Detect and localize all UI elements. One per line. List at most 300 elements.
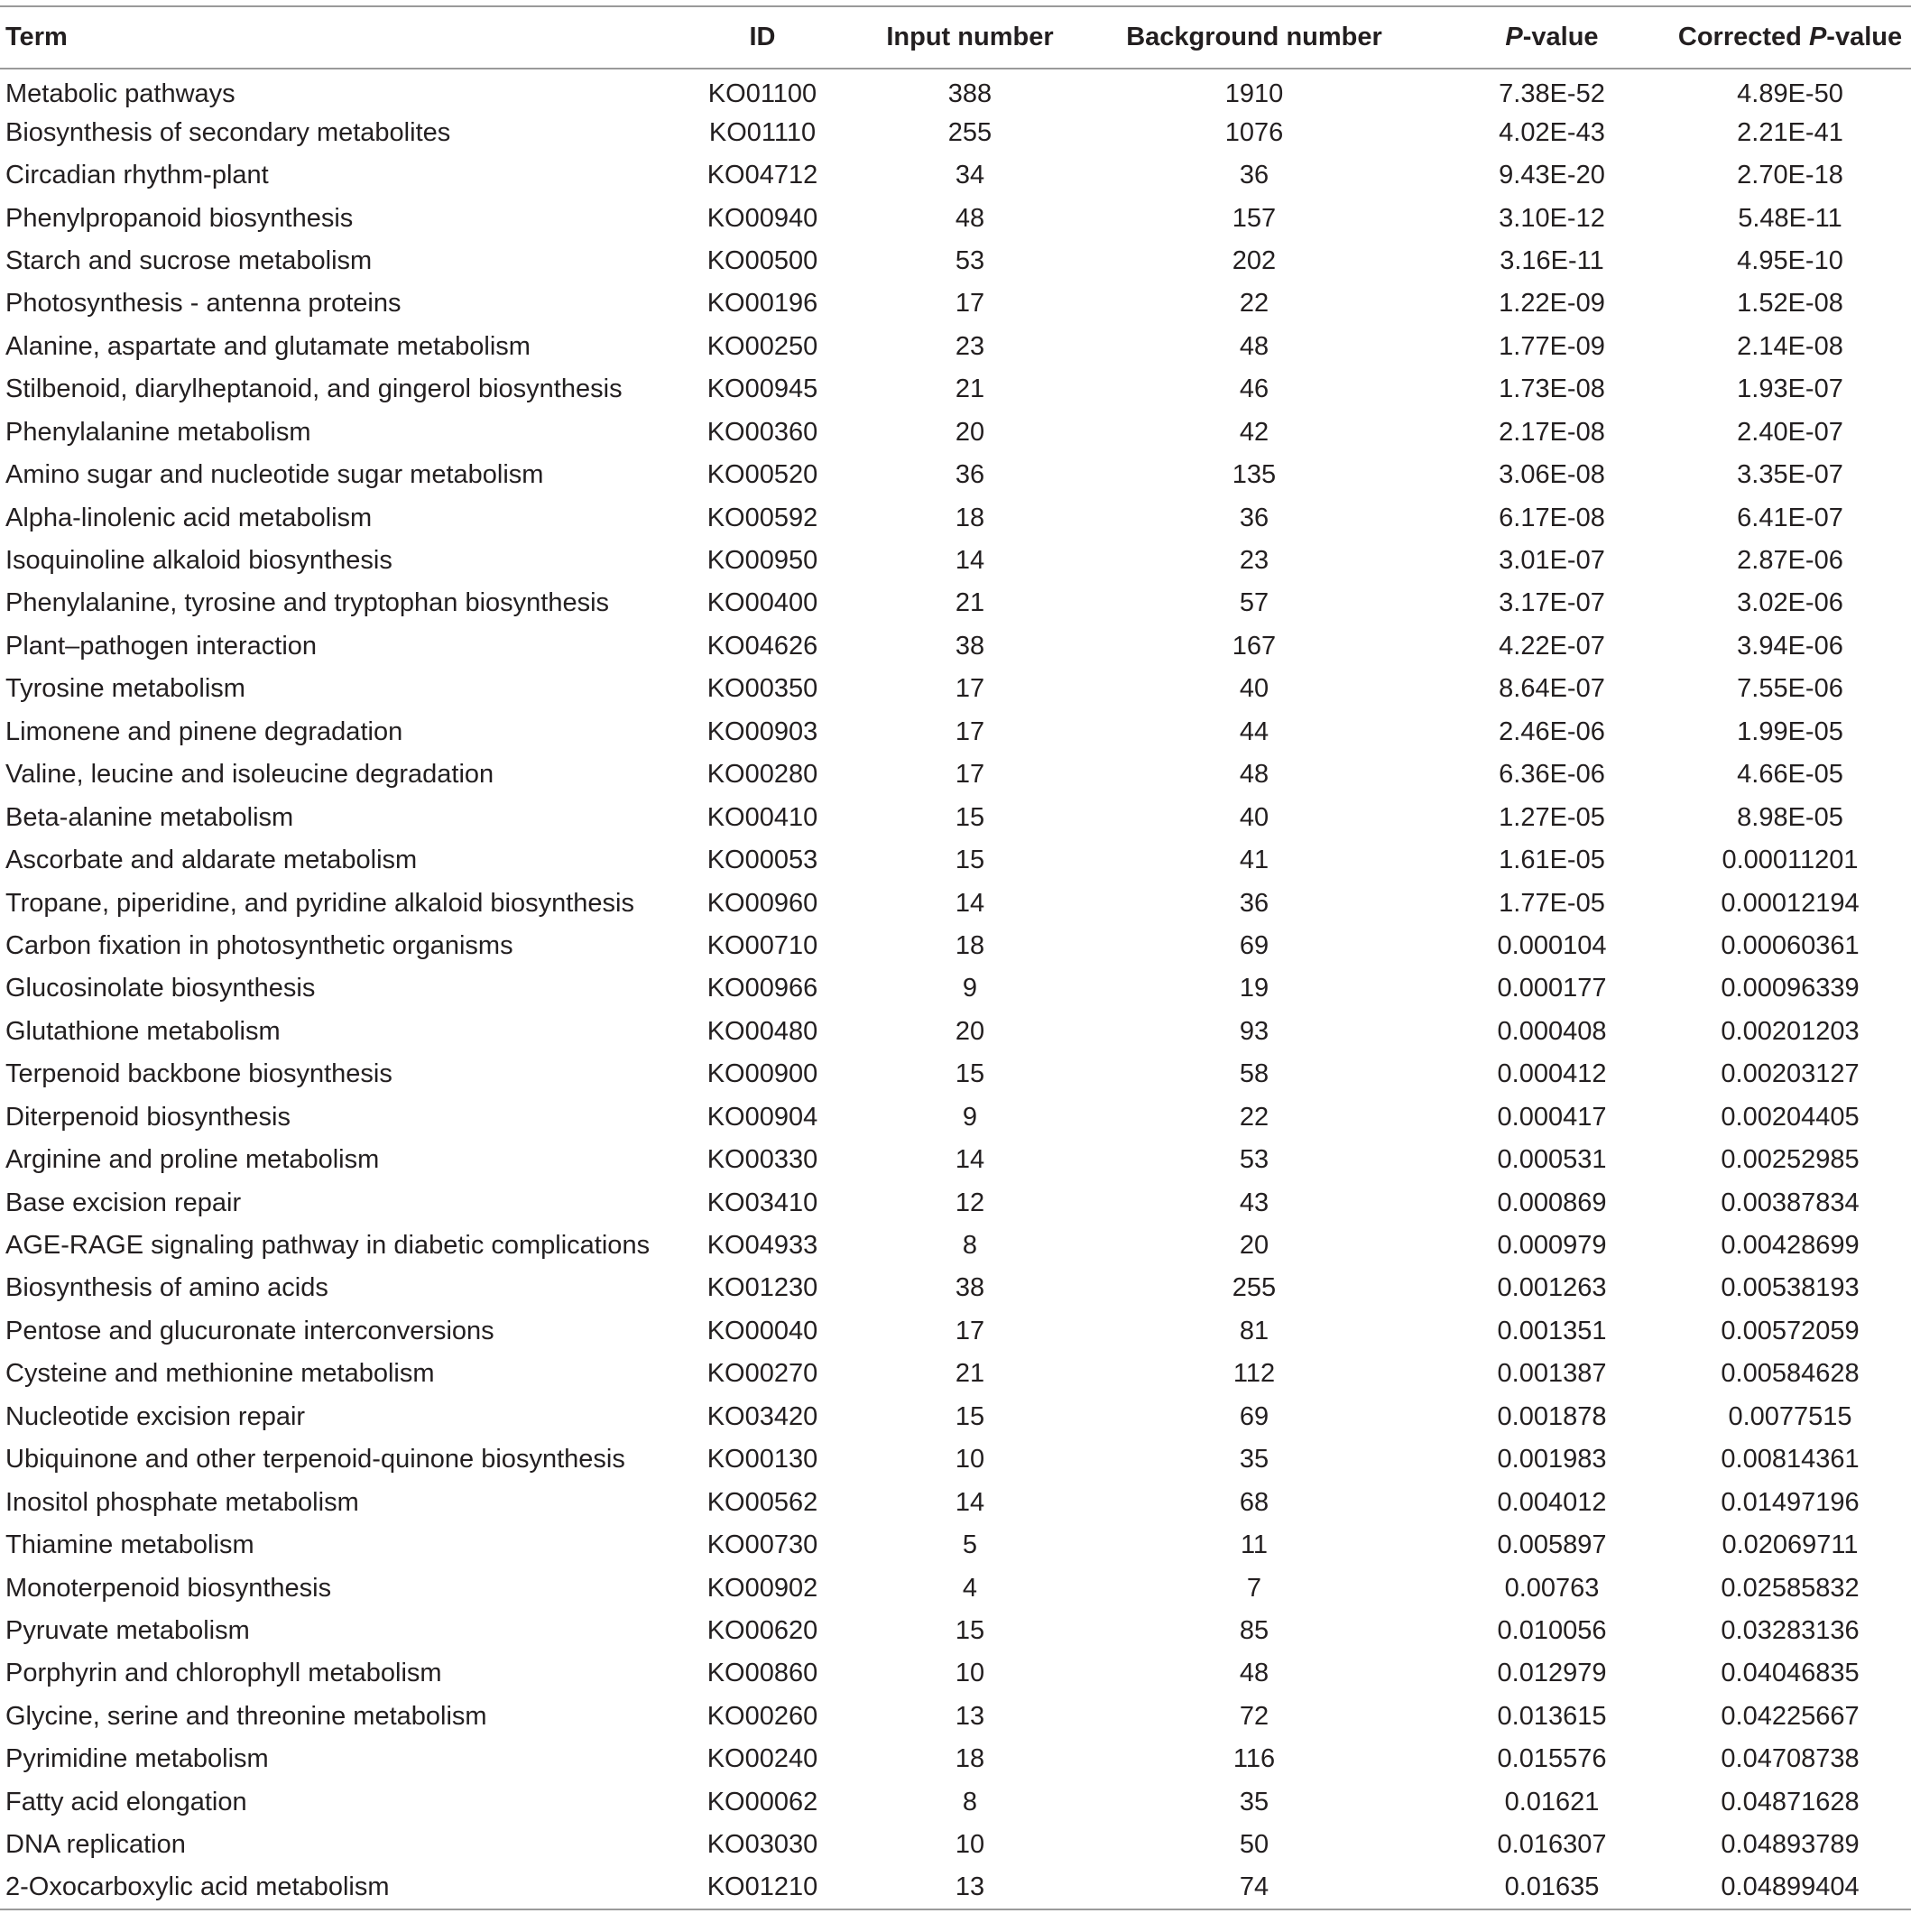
- cell-corrected-p-value: 0.00201203: [1721, 1016, 1860, 1046]
- cell-input-number: 10: [955, 1659, 985, 1688]
- cell-background-number: 167: [1232, 631, 1277, 661]
- cell-corrected-p-value: 0.01497196: [1721, 1487, 1860, 1517]
- header-background-number: Background number: [1126, 23, 1382, 51]
- cell-p-value: 0.001263: [1497, 1273, 1607, 1303]
- cell-term: Porphyrin and chlorophyll metabolism: [5, 1659, 442, 1688]
- table-row: [0, 1267, 1911, 1309]
- cell-background-number: 22: [1239, 289, 1269, 319]
- cell-background-number: 1076: [1224, 117, 1284, 147]
- cell-corrected-p-value: 3.94E-06: [1737, 631, 1843, 661]
- cell-corrected-p-value: 0.0077515: [1728, 1401, 1852, 1431]
- header-id: ID: [749, 23, 776, 51]
- cell-input-number: 10: [955, 1445, 985, 1474]
- header-p-value-suffix: -value: [1522, 23, 1599, 51]
- cell-input-number: 17: [955, 760, 985, 790]
- cell-p-value: 0.005897: [1497, 1530, 1607, 1560]
- cell-term: Alpha-linolenic acid metabolism: [5, 503, 373, 532]
- table-row: [0, 1481, 1911, 1523]
- cell-corrected-p-value: 0.00011201: [1722, 846, 1859, 875]
- table-row: [0, 1696, 1911, 1738]
- cell-corrected-p-value: 0.00538193: [1721, 1273, 1860, 1303]
- cell-p-value: 1.73E-08: [1499, 374, 1605, 404]
- cell-background-number: 57: [1239, 588, 1269, 618]
- cell-id: KO01110: [708, 117, 817, 147]
- cell-input-number: 14: [955, 546, 985, 576]
- kegg-enrichment-table: [0, 5, 1911, 1910]
- cell-corrected-p-value: 2.21E-41: [1737, 117, 1843, 147]
- cell-p-value: 2.17E-08: [1499, 417, 1605, 447]
- cell-term: Nucleotide excision repair: [5, 1401, 306, 1431]
- cell-term: Ascorbate and aldarate metabolism: [5, 846, 418, 875]
- cell-p-value: 1.27E-05: [1499, 802, 1605, 832]
- table-row: [0, 1524, 1911, 1567]
- cell-input-number: 53: [955, 245, 985, 275]
- cell-p-value: 0.000869: [1497, 1188, 1607, 1217]
- cell-input-number: 38: [955, 1273, 985, 1303]
- cell-term: Inositol phosphate metabolism: [5, 1487, 359, 1517]
- cell-p-value: 0.000531: [1497, 1145, 1607, 1175]
- cell-term: Phenylpropanoid biosynthesis: [5, 203, 354, 233]
- cell-background-number: 36: [1239, 503, 1269, 532]
- cell-p-value: 3.16E-11: [1500, 245, 1604, 275]
- cell-input-number: 21: [955, 374, 985, 404]
- cell-background-number: 11: [1240, 1530, 1269, 1560]
- cell-corrected-p-value: 0.04899404: [1721, 1872, 1860, 1902]
- cell-input-number: 17: [955, 289, 985, 319]
- cell-corrected-p-value: 0.04225667: [1721, 1701, 1860, 1731]
- cell-input-number: 14: [955, 1145, 985, 1175]
- cell-input-number: 17: [955, 716, 985, 746]
- cell-p-value: 0.012979: [1497, 1659, 1607, 1688]
- cell-id: KO00520: [706, 460, 818, 490]
- cell-corrected-p-value: 0.00814361: [1721, 1445, 1860, 1474]
- cell-term: Ubiquinone and other terpenoid-quinone biosynthesis: [5, 1445, 625, 1474]
- table-row: [0, 496, 1911, 539]
- cell-term: Glutathione metabolism: [5, 1016, 281, 1046]
- cell-corrected-p-value: 0.02069711: [1722, 1530, 1859, 1560]
- cell-background-number: 42: [1239, 417, 1269, 447]
- cell-term: Terpenoid backbone biosynthesis: [5, 1059, 392, 1089]
- table-row: [0, 711, 1911, 753]
- cell-corrected-p-value: 2.87E-06: [1737, 546, 1843, 576]
- cell-input-number: 14: [955, 888, 985, 918]
- cell-p-value: 0.01621: [1504, 1787, 1600, 1816]
- cell-term: Diterpenoid biosynthesis: [5, 1102, 291, 1132]
- table-row: [0, 625, 1911, 668]
- cell-id: KO00730: [706, 1530, 818, 1560]
- cell-background-number: 93: [1239, 1016, 1269, 1046]
- cell-term: Plant–pathogen interaction: [5, 631, 318, 661]
- cell-term: Glycine, serine and threonine metabolism: [5, 1701, 487, 1731]
- table-row: [0, 1139, 1911, 1181]
- cell-id: KO00280: [706, 760, 818, 790]
- cell-corrected-p-value: 0.04871628: [1721, 1787, 1860, 1816]
- cell-id: KO00860: [706, 1659, 818, 1688]
- table-row: [0, 154, 1911, 197]
- cell-id: KO00330: [706, 1145, 818, 1175]
- table-row: [0, 1225, 1911, 1267]
- cell-p-value: 3.06E-08: [1499, 460, 1605, 490]
- cell-term: Metabolic pathways: [5, 79, 235, 108]
- cell-id: KO00240: [706, 1744, 818, 1774]
- table-row: [0, 1396, 1911, 1438]
- cell-corrected-p-value: 3.02E-06: [1737, 588, 1843, 618]
- cell-term: Pentose and glucuronate interconversions: [5, 1316, 494, 1345]
- cell-corrected-p-value: 4.89E-50: [1737, 79, 1843, 108]
- cell-id: KO00902: [706, 1573, 818, 1603]
- cell-id: KO00950: [706, 546, 818, 576]
- table-row: [0, 1610, 1911, 1652]
- cell-term: Cysteine and methionine metabolism: [5, 1359, 435, 1389]
- cell-term: Biosynthesis of amino acids: [5, 1273, 328, 1303]
- cell-id: KO03030: [706, 1830, 818, 1860]
- cell-p-value: 0.001387: [1497, 1359, 1607, 1389]
- cell-id: KO04933: [706, 1231, 818, 1261]
- cell-input-number: 15: [955, 802, 985, 832]
- cell-input-number: 23: [955, 331, 985, 361]
- cell-input-number: 13: [955, 1701, 985, 1731]
- cell-p-value: 6.36E-06: [1499, 760, 1605, 790]
- cell-input-number: 18: [955, 503, 985, 532]
- header-p-value-italic: P: [1505, 23, 1523, 51]
- cell-corrected-p-value: 0.04893789: [1721, 1830, 1860, 1860]
- cell-corrected-p-value: 2.70E-18: [1737, 161, 1843, 190]
- cell-background-number: 19: [1239, 974, 1269, 1003]
- cell-input-number: 15: [955, 1059, 985, 1089]
- cell-corrected-p-value: 0.00012194: [1721, 888, 1860, 918]
- cell-term: DNA replication: [5, 1830, 186, 1860]
- cell-term: Pyruvate metabolism: [5, 1615, 250, 1645]
- cell-background-number: 72: [1239, 1701, 1269, 1731]
- cell-corrected-p-value: 0.03283136: [1721, 1615, 1860, 1645]
- cell-background-number: 255: [1232, 1273, 1277, 1303]
- cell-term: Arginine and proline metabolism: [5, 1145, 380, 1175]
- cell-corrected-p-value: 0.00203127: [1721, 1059, 1860, 1089]
- cell-background-number: 22: [1239, 1102, 1269, 1132]
- cell-p-value: 1.77E-09: [1499, 331, 1605, 361]
- cell-input-number: 18: [955, 930, 985, 960]
- cell-corrected-p-value: 4.95E-10: [1737, 245, 1843, 275]
- cell-input-number: 9: [962, 974, 978, 1003]
- cell-id: KO00903: [706, 716, 818, 746]
- cell-corrected-p-value: 0.02585832: [1721, 1573, 1860, 1603]
- cell-p-value: 0.000177: [1497, 974, 1607, 1003]
- cell-id: KO01210: [706, 1872, 818, 1902]
- cell-id: KO00710: [706, 930, 818, 960]
- cell-corrected-p-value: 8.98E-05: [1737, 802, 1843, 832]
- cell-id: KO00500: [706, 245, 818, 275]
- cell-input-number: 9: [962, 1102, 978, 1132]
- table-row: [0, 282, 1911, 325]
- cell-p-value: 0.00763: [1504, 1573, 1600, 1603]
- cell-background-number: 48: [1239, 1659, 1269, 1688]
- cell-input-number: 34: [955, 161, 985, 190]
- cell-input-number: 8: [962, 1231, 978, 1261]
- cell-background-number: 116: [1232, 1744, 1276, 1774]
- cell-id: KO00260: [706, 1701, 818, 1731]
- cell-p-value: 3.01E-07: [1499, 546, 1605, 576]
- cell-background-number: 135: [1232, 460, 1277, 490]
- table-row: [0, 582, 1911, 624]
- cell-p-value: 0.015576: [1497, 1744, 1607, 1774]
- cell-p-value: 6.17E-08: [1499, 503, 1605, 532]
- table-row: [0, 796, 1911, 838]
- table-row: [0, 1310, 1911, 1353]
- cell-background-number: 69: [1239, 1401, 1269, 1431]
- table-row: [0, 1824, 1911, 1866]
- cell-term: 2-Oxocarboxylic acid metabolism: [5, 1872, 390, 1902]
- cell-corrected-p-value: 0.00572059: [1721, 1316, 1860, 1345]
- cell-corrected-p-value: 0.00060361: [1721, 930, 1860, 960]
- table-row: [0, 111, 1911, 153]
- cell-input-number: 4: [962, 1573, 978, 1603]
- cell-term: Thiamine metabolism: [5, 1530, 254, 1560]
- cell-background-number: 35: [1239, 1445, 1269, 1474]
- cell-input-number: 15: [955, 1615, 985, 1645]
- cell-id: KO00480: [706, 1016, 818, 1046]
- cell-corrected-p-value: 7.55E-06: [1737, 674, 1843, 704]
- cell-corrected-p-value: 0.00584628: [1721, 1359, 1860, 1389]
- cell-background-number: 36: [1239, 161, 1269, 190]
- table-row: [0, 240, 1911, 282]
- cell-input-number: 255: [947, 117, 992, 147]
- cell-background-number: 157: [1232, 203, 1277, 233]
- table-row: [0, 925, 1911, 967]
- table-header: [0, 6, 1911, 69]
- cell-background-number: 85: [1239, 1615, 1269, 1645]
- cell-input-number: 15: [955, 846, 985, 875]
- cell-background-number: 35: [1239, 1787, 1269, 1816]
- table-row: [0, 540, 1911, 582]
- cell-corrected-p-value: 0.04708738: [1721, 1744, 1860, 1774]
- cell-background-number: 69: [1239, 930, 1269, 960]
- cell-id: KO00360: [706, 417, 818, 447]
- cell-input-number: 15: [955, 1401, 985, 1431]
- cell-background-number: 58: [1239, 1059, 1269, 1089]
- cell-id: KO00130: [706, 1445, 818, 1474]
- cell-input-number: 38: [955, 631, 985, 661]
- cell-p-value: 4.22E-07: [1499, 631, 1605, 661]
- cell-background-number: 44: [1239, 716, 1269, 746]
- cell-corrected-p-value: 0.00096339: [1721, 974, 1860, 1003]
- cell-term: Tropane, piperidine, and pyridine alkaloid biosynthesis: [5, 888, 634, 918]
- cell-background-number: 23: [1239, 546, 1269, 576]
- cell-p-value: 0.001351: [1497, 1316, 1607, 1345]
- cell-term: Phenylalanine metabolism: [5, 417, 311, 447]
- cell-p-value: 1.22E-09: [1499, 289, 1605, 319]
- cell-p-value: 4.02E-43: [1499, 117, 1605, 147]
- cell-id: KO00904: [706, 1102, 818, 1132]
- cell-p-value: 0.013615: [1497, 1701, 1607, 1731]
- cell-background-number: 40: [1239, 674, 1269, 704]
- header-corrected-p-value: [1669, 6, 1911, 69]
- cell-background-number: 53: [1239, 1145, 1269, 1175]
- cell-p-value: 0.000412: [1497, 1059, 1607, 1089]
- cell-background-number: 40: [1239, 802, 1269, 832]
- cell-background-number: 202: [1232, 245, 1277, 275]
- table-row: [0, 1096, 1911, 1139]
- table-row: [0, 69, 1911, 111]
- cell-p-value: 0.000979: [1497, 1231, 1607, 1261]
- cell-term: Starch and sucrose metabolism: [5, 245, 373, 275]
- cell-input-number: 17: [955, 674, 985, 704]
- table-row: [0, 1181, 1911, 1224]
- table-row: [0, 1053, 1911, 1095]
- header-corrected-italic: P: [1808, 23, 1827, 51]
- cell-term: Pyrimidine metabolism: [5, 1744, 269, 1774]
- table-row: [0, 967, 1911, 1010]
- cell-input-number: 8: [962, 1787, 978, 1816]
- cell-term: Circadian rhythm-plant: [5, 161, 269, 190]
- cell-input-number: 20: [955, 1016, 985, 1046]
- cell-corrected-p-value: 1.52E-08: [1737, 289, 1843, 319]
- cell-corrected-p-value: 0.04046835: [1721, 1659, 1860, 1688]
- cell-id: KO03410: [706, 1188, 818, 1217]
- cell-p-value: 0.000408: [1497, 1016, 1607, 1046]
- cell-id: KO04626: [706, 631, 818, 661]
- table-row: [0, 326, 1911, 368]
- cell-id: KO00966: [706, 974, 818, 1003]
- cell-p-value: 3.17E-07: [1499, 588, 1605, 618]
- table-row: [0, 1011, 1911, 1053]
- cell-corrected-p-value: 1.99E-05: [1737, 716, 1843, 746]
- table-row: [0, 197, 1911, 239]
- table-row: [0, 753, 1911, 796]
- cell-background-number: 50: [1239, 1830, 1269, 1860]
- cell-input-number: 14: [955, 1487, 985, 1517]
- cell-id: KO00250: [706, 331, 818, 361]
- cell-id: KO00620: [706, 1615, 818, 1645]
- cell-id: KO00960: [706, 888, 818, 918]
- cell-id: KO01100: [707, 79, 817, 108]
- cell-background-number: 112: [1232, 1359, 1276, 1389]
- cell-corrected-p-value: 3.35E-07: [1737, 460, 1843, 490]
- cell-term: Stilbenoid, diarylheptanoid, and gingerol biosynthesis: [5, 374, 623, 404]
- cell-background-number: 74: [1239, 1872, 1269, 1902]
- cell-background-number: 68: [1239, 1487, 1269, 1517]
- cell-corrected-p-value: 2.14E-08: [1737, 331, 1843, 361]
- cell-p-value: 1.61E-05: [1499, 846, 1605, 875]
- cell-p-value: 0.016307: [1497, 1830, 1607, 1860]
- cell-id: KO00040: [706, 1316, 818, 1345]
- cell-term: Phenylalanine, tyrosine and tryptophan biosynthesis: [5, 588, 610, 618]
- cell-p-value: 0.004012: [1497, 1487, 1607, 1517]
- cell-id: KO00945: [706, 374, 818, 404]
- cell-background-number: 81: [1239, 1316, 1269, 1345]
- table-body: [0, 69, 1911, 1909]
- cell-background-number: 48: [1239, 331, 1269, 361]
- cell-id: KO00940: [706, 203, 818, 233]
- cell-corrected-p-value: 4.66E-05: [1737, 760, 1843, 790]
- cell-input-number: 21: [955, 1359, 985, 1389]
- cell-input-number: 36: [955, 460, 985, 490]
- cell-input-number: 48: [955, 203, 985, 233]
- cell-input-number: 20: [955, 417, 985, 447]
- header-p-value: [1435, 6, 1669, 69]
- cell-p-value: 0.000417: [1497, 1102, 1607, 1132]
- cell-input-number: 17: [955, 1316, 985, 1345]
- table-row: [0, 411, 1911, 454]
- cell-term: Biosynthesis of secondary metabolites: [5, 117, 451, 147]
- cell-term: Fatty acid elongation: [5, 1787, 247, 1816]
- table-row: [0, 454, 1911, 496]
- cell-term: Photosynthesis - antenna proteins: [5, 289, 402, 319]
- cell-input-number: 13: [955, 1872, 985, 1902]
- cell-id: KO00562: [706, 1487, 818, 1517]
- cell-background-number: 36: [1239, 888, 1269, 918]
- table-row: [0, 1438, 1911, 1481]
- cell-p-value: 2.46E-06: [1499, 716, 1605, 746]
- cell-id: KO00196: [706, 289, 818, 319]
- cell-corrected-p-value: 0.00252985: [1721, 1145, 1860, 1175]
- cell-id: KO03420: [706, 1401, 818, 1431]
- cell-corrected-p-value: 5.48E-11: [1738, 203, 1842, 233]
- cell-input-number: 10: [955, 1830, 985, 1860]
- cell-p-value: 0.001983: [1497, 1445, 1607, 1474]
- table-row: [0, 1738, 1911, 1780]
- table-row: [0, 1781, 1911, 1824]
- cell-term: Limonene and pinene degradation: [5, 716, 403, 746]
- cell-p-value: 0.01635: [1504, 1872, 1600, 1902]
- table-row: [0, 839, 1911, 882]
- cell-background-number: 46: [1239, 374, 1269, 404]
- cell-term: AGE-RAGE signaling pathway in diabetic complications: [5, 1231, 651, 1261]
- table-row: [0, 368, 1911, 411]
- cell-corrected-p-value: 6.41E-07: [1737, 503, 1843, 532]
- cell-p-value: 0.010056: [1497, 1615, 1607, 1645]
- cell-id: KO00062: [706, 1787, 818, 1816]
- cell-input-number: 12: [955, 1188, 985, 1217]
- cell-background-number: 41: [1239, 846, 1269, 875]
- cell-term: Beta-alanine metabolism: [5, 802, 294, 832]
- table-row: [0, 882, 1911, 924]
- table-row: [0, 1866, 1911, 1909]
- cell-p-value: 9.43E-20: [1499, 161, 1605, 190]
- cell-id: KO00053: [706, 846, 818, 875]
- cell-term: Alanine, aspartate and glutamate metabolism: [5, 331, 531, 361]
- cell-p-value: 7.38E-52: [1499, 79, 1605, 108]
- cell-input-number: 5: [962, 1530, 978, 1560]
- cell-term: Base excision repair: [5, 1188, 242, 1217]
- enrichment-table-container: [0, 5, 1911, 1910]
- cell-id: KO00592: [706, 503, 818, 532]
- cell-id: KO00270: [706, 1359, 818, 1389]
- cell-term: Tyrosine metabolism: [5, 674, 245, 704]
- cell-background-number: 20: [1239, 1231, 1269, 1261]
- cell-term: Amino sugar and nucleotide sugar metabolism: [5, 460, 544, 490]
- cell-input-number: 21: [955, 588, 985, 618]
- cell-id: KO00900: [706, 1059, 818, 1089]
- cell-corrected-p-value: 0.00387834: [1721, 1188, 1860, 1217]
- cell-p-value: 0.001878: [1497, 1401, 1607, 1431]
- cell-p-value: 3.10E-12: [1499, 203, 1605, 233]
- header-corrected-suffix: -value: [1826, 23, 1903, 51]
- header-corrected-prefix: Corrected: [1677, 23, 1809, 51]
- table-row: [0, 1567, 1911, 1609]
- cell-term: Valine, leucine and isoleucine degradation: [5, 760, 494, 790]
- cell-id: KO04712: [706, 161, 818, 190]
- header-input-number: Input number: [886, 23, 1054, 51]
- cell-background-number: 7: [1246, 1573, 1262, 1603]
- cell-corrected-p-value: 0.00428699: [1721, 1231, 1860, 1261]
- cell-term: Isoquinoline alkaloid biosynthesis: [5, 546, 392, 576]
- cell-corrected-p-value: 0.00204405: [1721, 1102, 1860, 1132]
- header-term: Term: [5, 23, 68, 51]
- cell-background-number: 48: [1239, 760, 1269, 790]
- cell-input-number: 388: [947, 79, 992, 108]
- cell-p-value: 0.000104: [1497, 930, 1607, 960]
- cell-term: Carbon fixation in photosynthetic organisms: [5, 930, 513, 960]
